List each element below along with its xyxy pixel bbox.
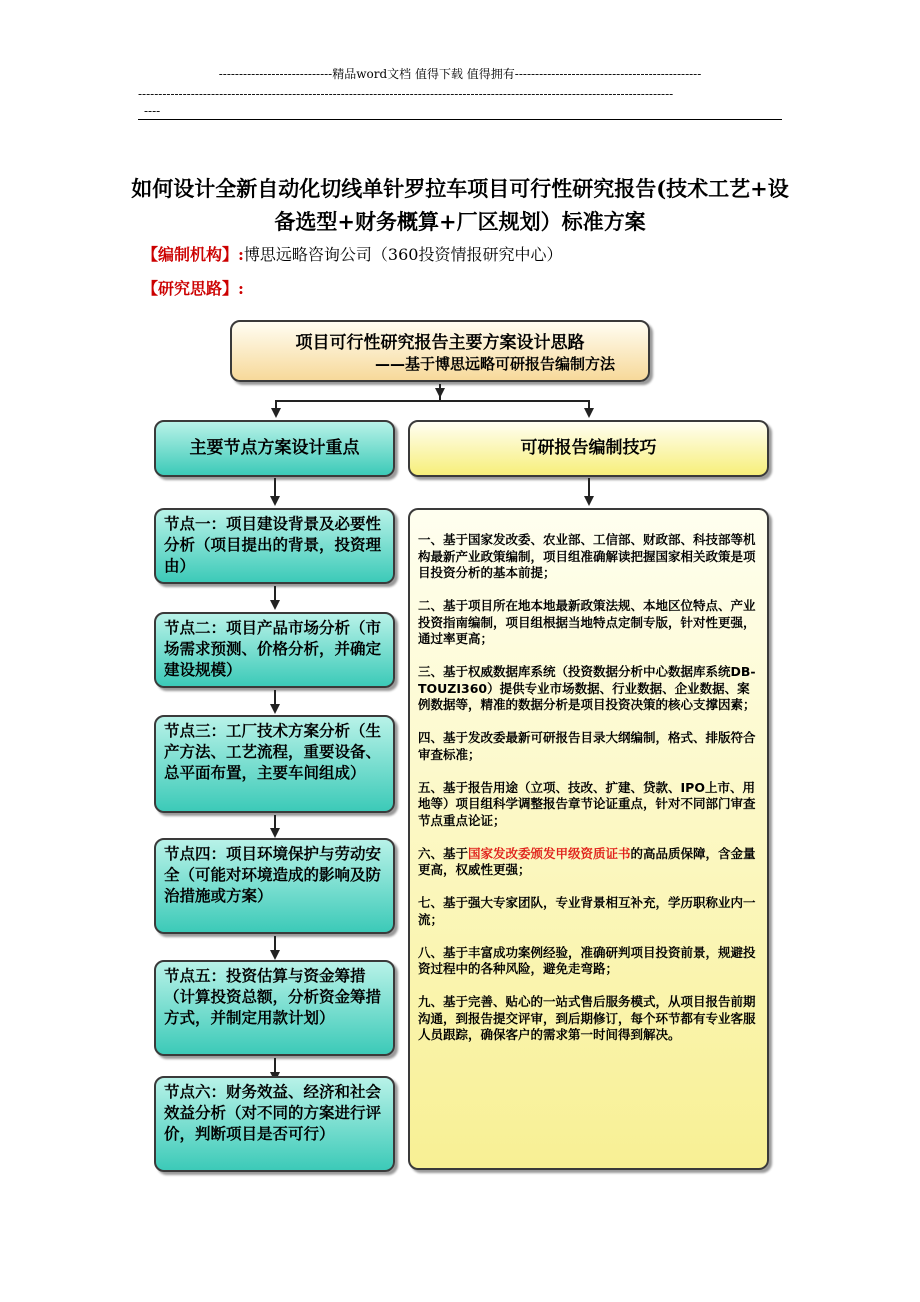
- diagram-top-box: [230, 320, 650, 382]
- right-column-header: 可研报告编制技巧: [408, 420, 769, 477]
- compiler-label: 【编制机构】:: [142, 245, 244, 264]
- arrow-head-node-4: [270, 828, 280, 838]
- tip-3: 三、基于权威数据库系统（投资数据分析中心数据库系统DB-TOUZI360）提供专业市场数据、行业数据、企业数据、案例数据等，精准的数据分析是项目投资决策的核心支撑因素；: [418, 664, 756, 712]
- node-box-6: 节点六：财务效益、经济和社会效益分析（对不同的方案进行评价，判断项目是否可行）: [154, 1076, 395, 1172]
- page-header-line-1: ----------------------------精品word文档 值得下载 值得拥有----------------------------------------------: [218, 67, 702, 81]
- page-header-line-2: ------------------------------------------------------------------------------------------------------------------------------------: [138, 87, 674, 101]
- left-column-header: 主要节点方案设计重点: [154, 420, 395, 477]
- node-box-3: 节点三：工厂技术方案分析（生产方法、工艺流程，重要设备、总平面布置，主要车间组成）: [154, 715, 395, 813]
- flow-diagram: [142, 308, 787, 1188]
- connector-node-3-4: [274, 815, 276, 829]
- connector-node-2-3: [274, 690, 276, 704]
- tip-4: 四、基于发改委最新可研报告目录大纲编制，格式、排版符合审查标准；: [418, 730, 756, 762]
- arrow-head-node-1: [270, 496, 280, 506]
- node-box-1: 节点一：项目建设背景及必要性分析（项目提出的背景，投资理由）: [154, 508, 395, 584]
- tip-1: 一、基于国家发改委、农业部、工信部、财政部、科技部等机构最新产业政策编制，项目组准确解读把握国家相关政策是项目投资分析的基本前提；: [418, 532, 756, 580]
- node-box-4: 节点四：项目环境保护与劳动安全（可能对环境造成的影响及防治措施或方案）: [154, 838, 395, 934]
- connector-right-header-to-tips: [588, 478, 590, 498]
- connector-node-4-5: [274, 936, 276, 950]
- tip-2: 二、基于项目所在地本地最新政策法规、本地区位特点、产业投资指南编制，项目组根据当地特点定制专版，针对性更强，通过率更高；: [418, 598, 756, 646]
- compiler-line: [142, 244, 562, 266]
- arrow-head-node-3: [270, 704, 280, 714]
- tip-7: 七、基于强大专家团队，专业背景相互补充，学历职称业内一流；: [418, 895, 756, 927]
- tip-5: 五、基于报告用途（立项、技改、扩建、贷款、IPO上市、用地等）项目组科学调整报告章节论证重点，针对不同部门审查节点重点论证；: [418, 779, 756, 828]
- tip-6-after: 的高品质保障，含金量更高，权威性更强；: [418, 845, 756, 877]
- research-label: 【研究思路】:: [142, 279, 244, 298]
- node-box-2: 节点二：项目产品市场分析（市场需求预测、价格分析，并确定建设规模）: [154, 612, 395, 688]
- arrow-head-right-header: [584, 408, 594, 418]
- arrow-head-node-2: [270, 600, 280, 610]
- header-rule: [138, 119, 782, 120]
- arrow-head-node-5: [270, 950, 280, 960]
- tip-6-highlight: 国家发改委颁发甲级资质证书: [468, 845, 631, 861]
- compiler-value: 博思远略咨询公司（360投资情报研究中心）: [243, 245, 563, 264]
- diagram-top-subtitle: ——基于博思远略可研报告编制方法: [374, 355, 615, 373]
- tip-8: 八、基于丰富成功案例经验，准确研判项目投资前景，规避投资过程中的各种风险，避免走弯路；: [418, 944, 756, 976]
- research-line: [142, 278, 244, 300]
- node-box-5: 节点五：投资估算与资金筹措（计算投资总额，分析资金筹措方式，并制定用款计划）: [154, 960, 395, 1056]
- arrow-head-tips: [584, 496, 594, 506]
- tip-9: 九、基于完善、贴心的一站式售后服务模式，从项目报告前期沟通，到报告提交评审，到后期修订，每个环节都有专业客服人员跟踪，确保客户的需求第一时间得到解决。: [418, 994, 756, 1042]
- tip-6-before: 六、基于: [418, 845, 469, 861]
- document-title: 如何设计全新自动化切线单针罗拉车项目可行性研究报告(技术工艺+设备选型+财务概算+厂区规划）标准方案: [131, 176, 789, 234]
- tips-box: [408, 508, 769, 1170]
- connector-left-header-to-node: [274, 478, 276, 498]
- tip-6: [418, 846, 757, 879]
- connector-split: [275, 400, 589, 402]
- page-header-line-3: ----: [144, 104, 161, 118]
- arrow-head-left-header: [271, 408, 281, 418]
- arrow-head-top: [435, 388, 445, 398]
- diagram-top-title: 项目可行性研究报告主要方案设计思路: [295, 333, 585, 353]
